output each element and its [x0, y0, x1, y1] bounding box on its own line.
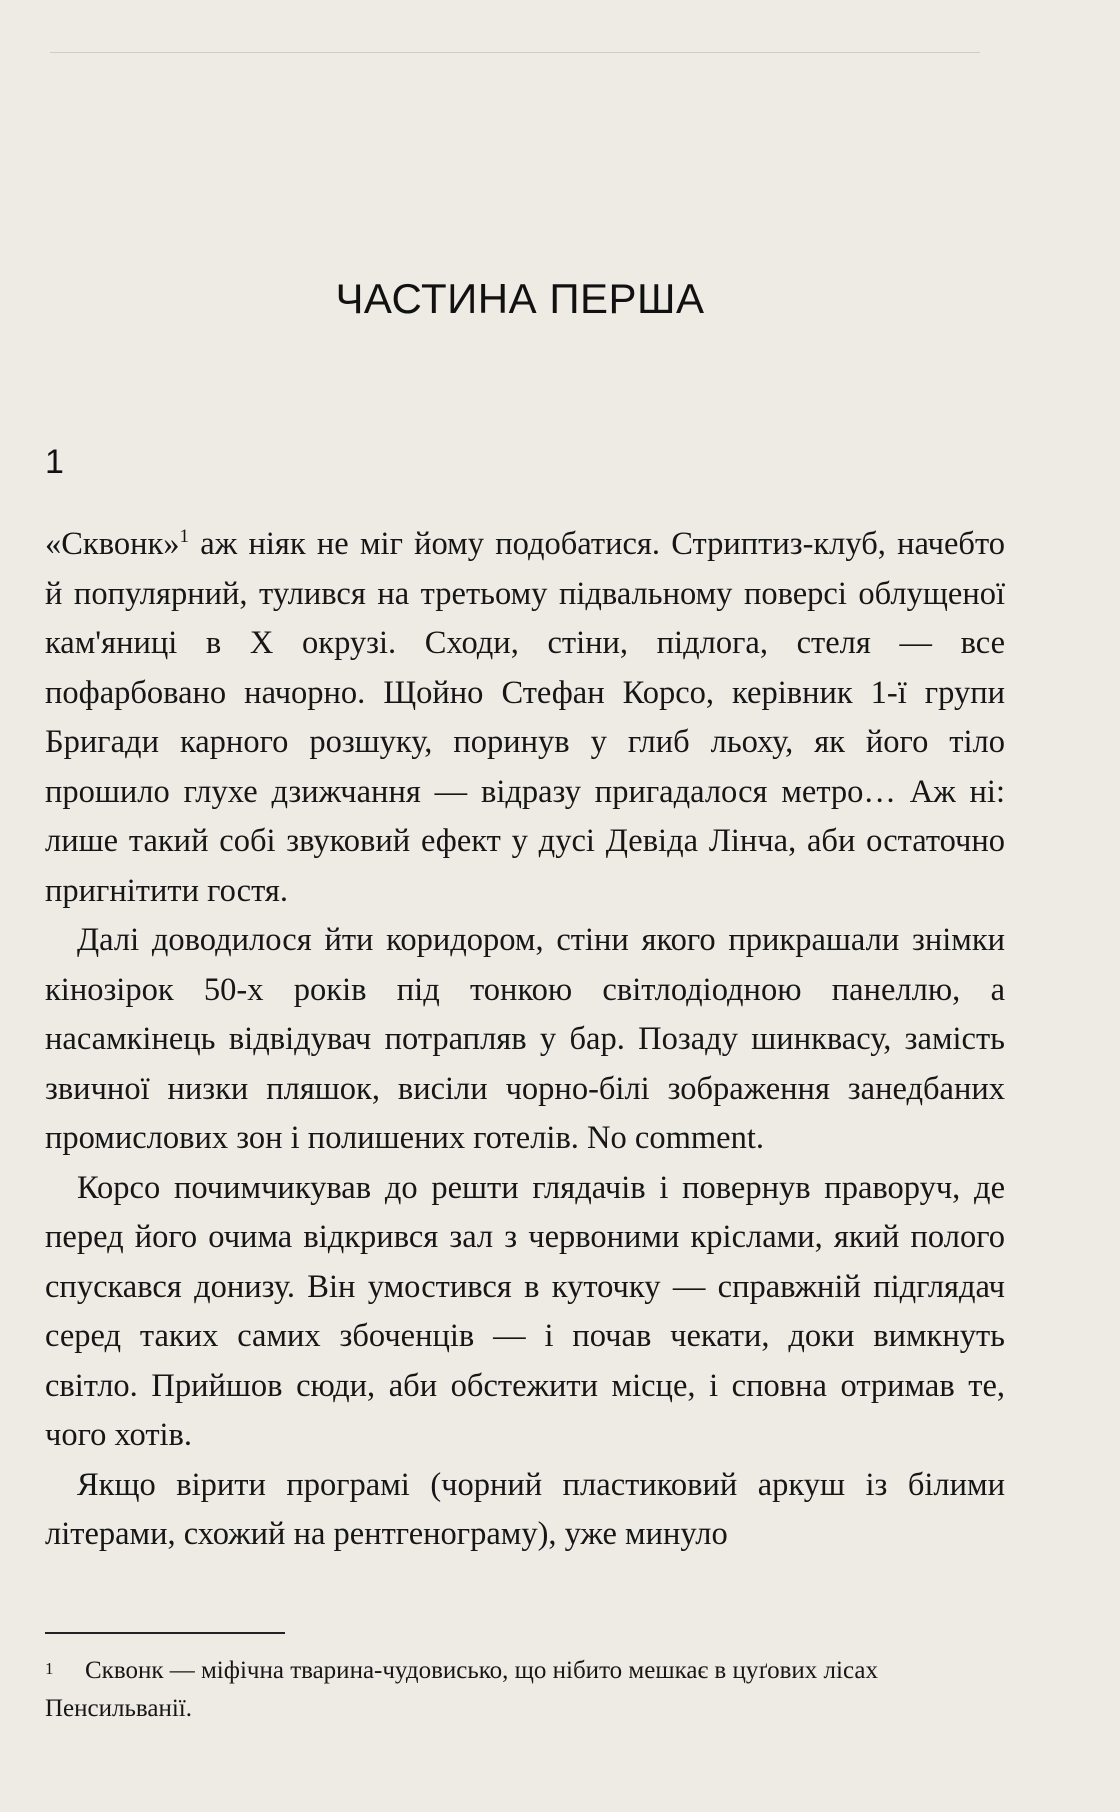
footnote [45, 1652, 1005, 1728]
paragraph-1-lead: «Сквонк» [45, 526, 180, 562]
paragraph-3: Корсо почимчикував до решти глядачів і повернув праворуч, де перед його очима відкрився зал з червоними кріслами, який полого спускався донизу. Він умостився в куточку — справжній підглядач серед таких самих збоченців — і почав чекати, доки вимкнуть світло. Прийшов сюди, аби обстежити місце, і сповна отримав те, чого хотів. [45, 1169, 1005, 1453]
footnote-reference[interactable]: 1 [179, 526, 190, 548]
paragraph-2: Далі доводилося йти коридором, стіни якого прикрашали знімки кінозірок 50-х років під тонкою світлодіодною панеллю, а насамкінець відвідувач потрапляв у бар. Позаду шинквасу, замість звичної низки пляшок, висіли чорно-білі зображення занедбаних промислових зон і полишених готелів. No comment. [45, 922, 1005, 1156]
show-through-rule [50, 52, 980, 53]
paragraph-4: Якщо вірити програмі (чорний пластиковий аркуш із білими літерами, схожий на рентгенограму), уже минуло [45, 1466, 1005, 1552]
footnote-rule [45, 1632, 285, 1634]
paragraph-1 [45, 520, 1005, 916]
footnote-number: 1 [45, 1659, 54, 1678]
body-text [45, 520, 1005, 1560]
part-title: ЧАСТИНА ПЕРША [335, 275, 705, 322]
paragraph-1-text: аж ніяк не міг йому подобатися. Стриптиз-клуб, начебто й популярний, тулився на третьому підвальному поверсі облущеної кам'яниці в X окрузі. Сходи, стіни, підлога, стеля — все пофарбовано начорно. Щойно Стефан Корсо, керівник 1-ї групи Бригади карного розшуку, поринув у глиб льоху, як його тіло прошило глухе дзижчання — відразу пригадалося метро… Аж ні: лише такий собі звуковий ефект у дусі Девіда Лінча, аби остаточно пригнітити гостя. [45, 526, 1005, 909]
footnote-text: Сквонк — міфічна тварина-чудовисько, що нібито мешкає в цуґових лісах Пенсильванії. [45, 1657, 878, 1722]
chapter-number: 1 [45, 443, 64, 481]
